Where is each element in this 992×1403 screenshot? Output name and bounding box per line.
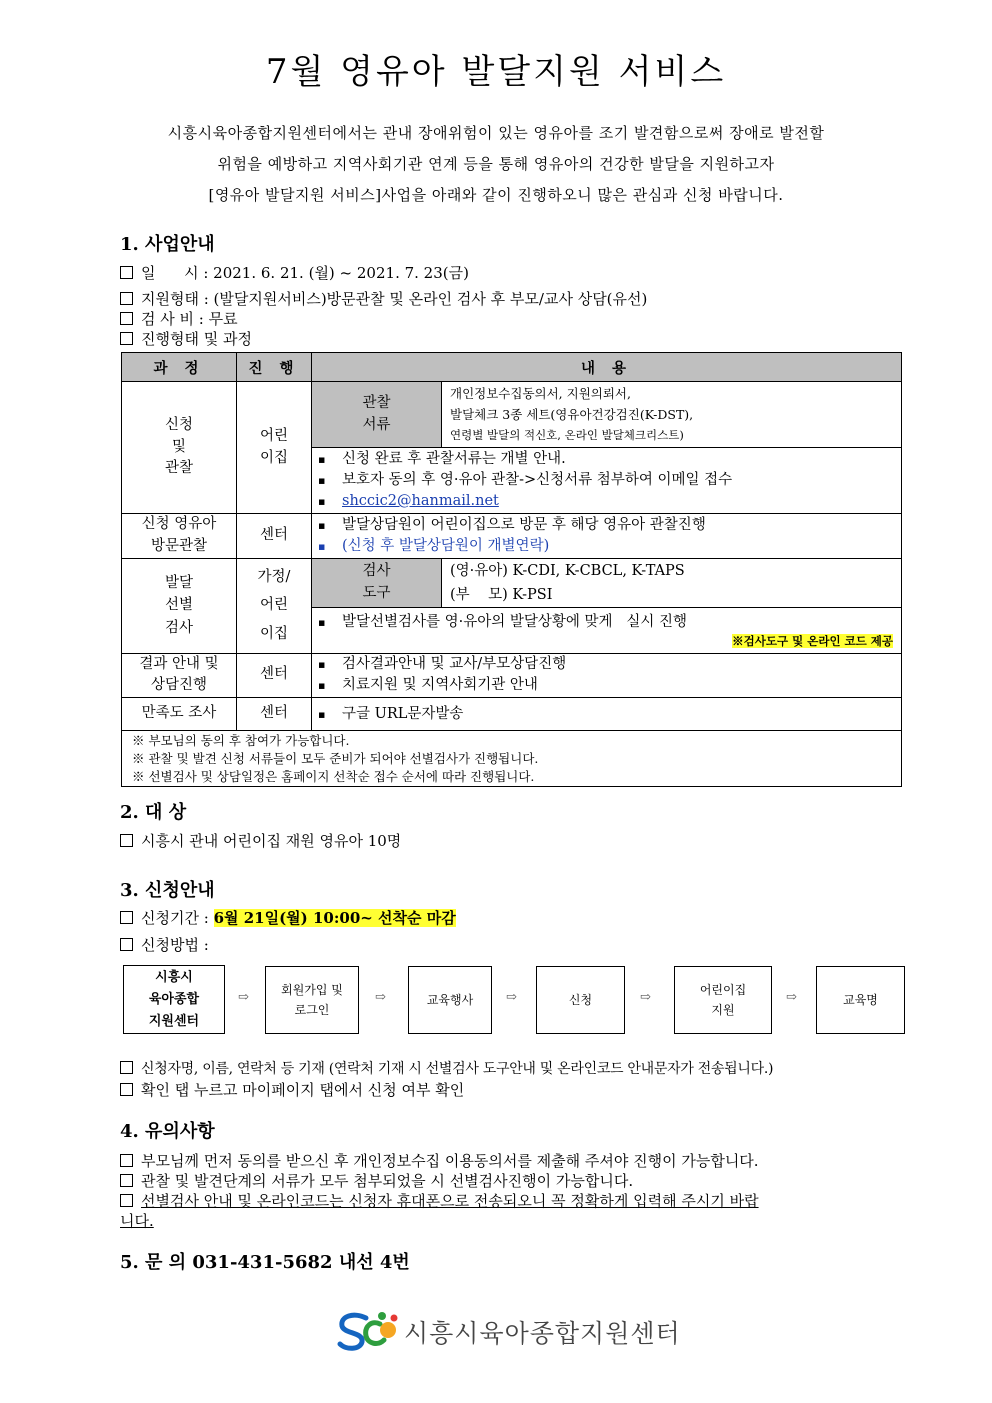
contact-heading: 5. 문 의 031-431-5682 내선 4번 bbox=[120, 1252, 410, 1273]
flow-step-center: 시흥시 육아종합 지원센터 bbox=[123, 965, 225, 1034]
checkbox-icon bbox=[120, 938, 133, 951]
apply-method: 신청방법 : bbox=[120, 934, 209, 955]
row2-bullet-2: ▪ (신청 후 발달상담원이 개별연락) bbox=[318, 536, 901, 557]
header-progress: 진 행 bbox=[237, 353, 312, 382]
tools-note-highlight: ※검사도구 및 온라인 코드 제공 bbox=[732, 633, 893, 648]
process-table bbox=[121, 352, 902, 787]
section-3-heading: 3. 신청안내 bbox=[120, 880, 215, 901]
flow-step-event: 교육행사 bbox=[408, 966, 492, 1034]
caution-1: 부모님께 먼저 동의를 받으신 후 개인정보수집 이용동의서를 제출해 주셔야 진행이 가능합니다. bbox=[120, 1150, 759, 1171]
flow-step-daycare: 어린이집 지원 bbox=[674, 966, 772, 1034]
email-link-item bbox=[318, 491, 901, 512]
caution-3-cont: 니다. bbox=[120, 1212, 154, 1230]
row1-progress: 어린 이집 bbox=[237, 382, 312, 514]
flow-arrow-icon: ⇨ bbox=[640, 990, 651, 1005]
section-4-heading: 4. 유의사항 bbox=[120, 1121, 215, 1142]
flow-arrow-icon: ⇨ bbox=[506, 990, 517, 1005]
row4-bullet-2: ▪ 치료지원 및 지역사회기관 안내 bbox=[318, 675, 901, 696]
row5-bullets bbox=[312, 698, 902, 731]
tools-content: (영·유아) K-CDI, K-CBCL, K-TAPS (부 모) K-PSI bbox=[442, 558, 902, 607]
apply-note-1: 신청자명, 이름, 연락처 등 기재 (연락처 기재 시 선별검사 도구안내 및 온라인코드 안내문자가 전송됩니다.) bbox=[120, 1058, 773, 1078]
page-title: 7월 영유아 발달지원 서비스 bbox=[265, 52, 727, 92]
tools-label: 검사 도구 bbox=[312, 558, 442, 607]
row5-process: 만족도 조사 bbox=[122, 698, 237, 731]
intro-line-1: 시흥시육아종합지원센터에서는 관내 장애위험이 있는 영유아를 조기 발견함으로써 장애로 발전할 bbox=[167, 124, 825, 142]
info-type: 지원형태 : (발달지원서비스)방문관찰 및 온라인 검사 후 부모/교사 상담(유선) bbox=[120, 288, 647, 309]
checkbox-icon bbox=[120, 312, 133, 325]
checkbox-icon bbox=[120, 266, 133, 279]
row1-process: 신청 및 관찰 bbox=[122, 382, 237, 514]
row3-process: 발달 선별 검사 bbox=[122, 558, 237, 653]
checkbox-icon bbox=[120, 834, 133, 847]
row2-bullet-1: ▪ 발달상담원이 어린이집으로 방문 후 해당 영유아 관찰진행 bbox=[318, 515, 901, 536]
row2-bullets bbox=[312, 514, 902, 559]
checkbox-icon bbox=[120, 1174, 133, 1187]
row4-bullet-1: ▪ 검사결과안내 및 교사/부모상담진행 bbox=[318, 654, 901, 675]
row3-bullet: ▪ 발달선별검사를 영·유아의 발달상황에 맞게 실시 진행 bbox=[318, 612, 901, 633]
section-2-heading: 2. 대 상 bbox=[120, 802, 187, 823]
intro-line-3: [영유아 발달지원 서비스]사업을 아래와 같이 진행하오니 많은 관심과 신청 바랍니다. bbox=[208, 186, 784, 204]
flow-arrow-icon: ⇨ bbox=[238, 990, 249, 1005]
docs-label: 관찰 서류 bbox=[312, 382, 442, 448]
section-1-heading: 1. 사업안내 bbox=[120, 234, 215, 255]
row3-bullets bbox=[312, 607, 902, 653]
row5-progress: 센터 bbox=[237, 698, 312, 731]
checkbox-icon bbox=[120, 1194, 133, 1207]
org-logo-icon bbox=[336, 1310, 406, 1352]
row3-progress: 가정/ 어린 이집 bbox=[237, 558, 312, 653]
flow-step-apply: 신청 bbox=[536, 966, 625, 1034]
info-cost: 검 사 비 : 무료 bbox=[120, 308, 238, 329]
checkbox-icon bbox=[120, 1083, 133, 1096]
checkbox-icon bbox=[120, 1154, 133, 1167]
checkbox-icon bbox=[120, 332, 133, 345]
info-process: 진행형태 및 과정 bbox=[120, 328, 252, 349]
docs-content: 개인정보수집동의서, 지원의뢰서, 발달체크 3종 세트(영유아건강검진(K-DST), 연령별 발달의 적신호, 온라인 발달체크리스트) bbox=[442, 382, 902, 448]
row4-progress: 센터 bbox=[237, 653, 312, 698]
org-name: 시흥시육아종합지원센터 bbox=[404, 1319, 681, 1348]
flow-step-signup: 회원가입 및 로그인 bbox=[265, 966, 359, 1034]
flow-arrow-icon: ⇨ bbox=[375, 990, 386, 1005]
target-line: 시흥시 관내 어린이집 재원 영유아 10명 bbox=[120, 830, 401, 851]
table-notes: ※ 부모님의 동의 후 참여가 가능합니다. ※ 관찰 및 발견 신청 서류들이 모두 준비가 되어야 선별검사가 진행됩니다. ※ 선별검사 및 상담일정은 홈페이지 선착순 접수 순서에 따라 진행됩니다. bbox=[122, 731, 902, 787]
apply-period-value: 6월 21일(월) 10:00~ 선착순 마감 bbox=[213, 909, 456, 927]
caution-3: 선별검사 안내 및 온라인코드는 신청자 휴대폰으로 전송되오니 꼭 정확하게 입력해 주시기 바랍 bbox=[120, 1190, 759, 1211]
header-process: 과 정 bbox=[122, 353, 237, 382]
checkbox-icon bbox=[120, 911, 133, 924]
row1-bullet-1: ▪ 신청 완료 후 관찰서류는 개별 안내. bbox=[318, 449, 901, 470]
flow-arrow-icon: ⇨ bbox=[786, 990, 797, 1005]
checkbox-icon bbox=[120, 1061, 133, 1074]
apply-period: 신청기간 : 6월 21일(월) 10:00~ 선착순 마감 bbox=[120, 907, 456, 928]
row4-process: 결과 안내 및 상담진행 bbox=[122, 653, 237, 698]
row2-process: 신청 영유아 방문관찰 bbox=[122, 514, 237, 559]
caution-2: 관찰 및 발견단계의 서류가 모두 첨부되었을 시 선별검사진행이 가능합니다. bbox=[120, 1170, 633, 1191]
row1-bullet-2: ▪ 보호자 동의 후 영·유아 관찰->신청서류 첨부하여 이메일 접수 bbox=[318, 470, 901, 491]
header-content: 내 용 bbox=[312, 353, 902, 382]
row5-bullet: ▪ 구글 URL문자발송 bbox=[318, 704, 901, 725]
row4-bullets bbox=[312, 653, 902, 698]
checkbox-icon bbox=[120, 292, 133, 305]
flow-step-course: 교육명 bbox=[816, 966, 905, 1034]
row2-progress: 센터 bbox=[237, 514, 312, 559]
apply-note-2: 확인 탭 누르고 마이페이지 탭에서 신청 여부 확인 bbox=[120, 1079, 464, 1100]
info-date: 일 시 : 2021. 6. 21. (월) ~ 2021. 7. 23(금) bbox=[120, 262, 469, 283]
intro-line-2: 위험을 예방하고 지역사회기관 연계 등을 통해 영유아의 건강한 발달을 지원하고자 bbox=[217, 155, 775, 173]
row1-bullets bbox=[312, 448, 902, 514]
email-link[interactable]: shccic2@hanmail.net bbox=[342, 493, 499, 509]
